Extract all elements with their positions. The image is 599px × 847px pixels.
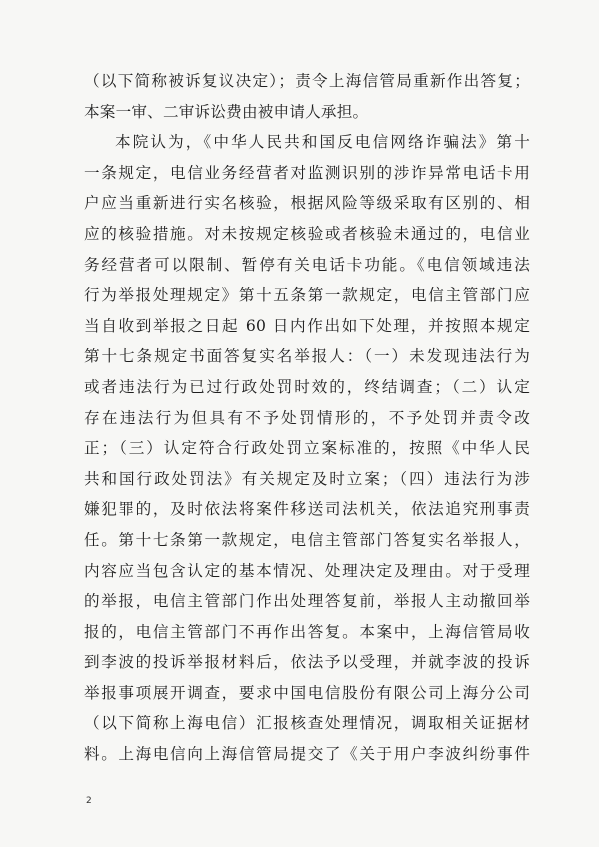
- text-line-21: 举报事项展开调查，要求中国电信股份有限公司上海分公司: [84, 683, 530, 702]
- text-line-16: 任。第十七条第一款规定，电信主管部门答复实名举报人，: [84, 530, 530, 549]
- text-line-19: 报的，电信主管部门不再作出答复。本案中，上海信管局收: [84, 622, 530, 641]
- text-line-9: 当自收到举报之日起 60 日内作出如下处理，并按照本规定: [84, 316, 530, 335]
- text-line-2: 本案一审、二审诉讼费由被申请人承担。: [84, 102, 369, 121]
- text-line-14: 共和国行政处罚法》有关规定及时立案；（四）违法行为涉: [84, 469, 530, 488]
- text-line-22: （以下简称上海电信）汇报核查处理情况，调取相关证据材: [84, 714, 530, 733]
- text-line-6: 应的核验措施。对未按规定核验或者核验未通过的，电信业: [84, 224, 530, 243]
- text-line-23: 料。上海电信向上海信管局提交了《关于用户李波纠纷事件: [84, 745, 530, 764]
- page-number: 2: [86, 796, 92, 806]
- text-line-15: 嫌犯罪的，及时依法将案件移送司法机关，依法追究刑事责: [84, 500, 530, 519]
- text-line-4: 一条规定，电信业务经营者对监测识别的涉诈异常电话卡用: [84, 163, 530, 182]
- text-line-13: 正；（三）认定符合行政处罚立案标准的，按照《中华人民: [84, 439, 530, 458]
- text-line-8: 行为举报处理规定》第十五条第一款规定，电信主管部门应: [84, 286, 530, 305]
- text-line-7: 务经营者可以限制、暂停有关电话卡功能。《电信领域违法: [84, 255, 530, 274]
- text-line-11: 或者违法行为已过行政处罚时效的，终结调查；（二）认定: [84, 377, 530, 396]
- text-line-1: （以下简称被诉复议决定）；责令上海信管局重新作出答复；: [84, 72, 530, 90]
- document-body: [84, 66, 530, 770]
- text-line-17: 内容应当包含认定的基本情况、处理决定及理由。对于受理: [84, 561, 530, 580]
- text-line-20: 到李波的投诉举报材料后，依法予以受理，并就李波的投诉: [84, 653, 530, 672]
- text-line-5: 户应当重新进行实名核验，根据风险等级采取有区别的、相: [84, 194, 530, 213]
- text-line-3: 本院认为，《中华人民共和国反电信网络诈骗法》第十: [115, 133, 530, 152]
- text-line-12: 存在违法行为但具有不予处罚情形的，不予处罚并责令改: [84, 408, 530, 427]
- text-line-18: 的举报，电信主管部门作出处理答复前，举报人主动撤回举: [84, 592, 530, 611]
- text-line-10: 第十七条规定书面答复实名举报人：（一）未发现违法行为: [84, 347, 530, 366]
